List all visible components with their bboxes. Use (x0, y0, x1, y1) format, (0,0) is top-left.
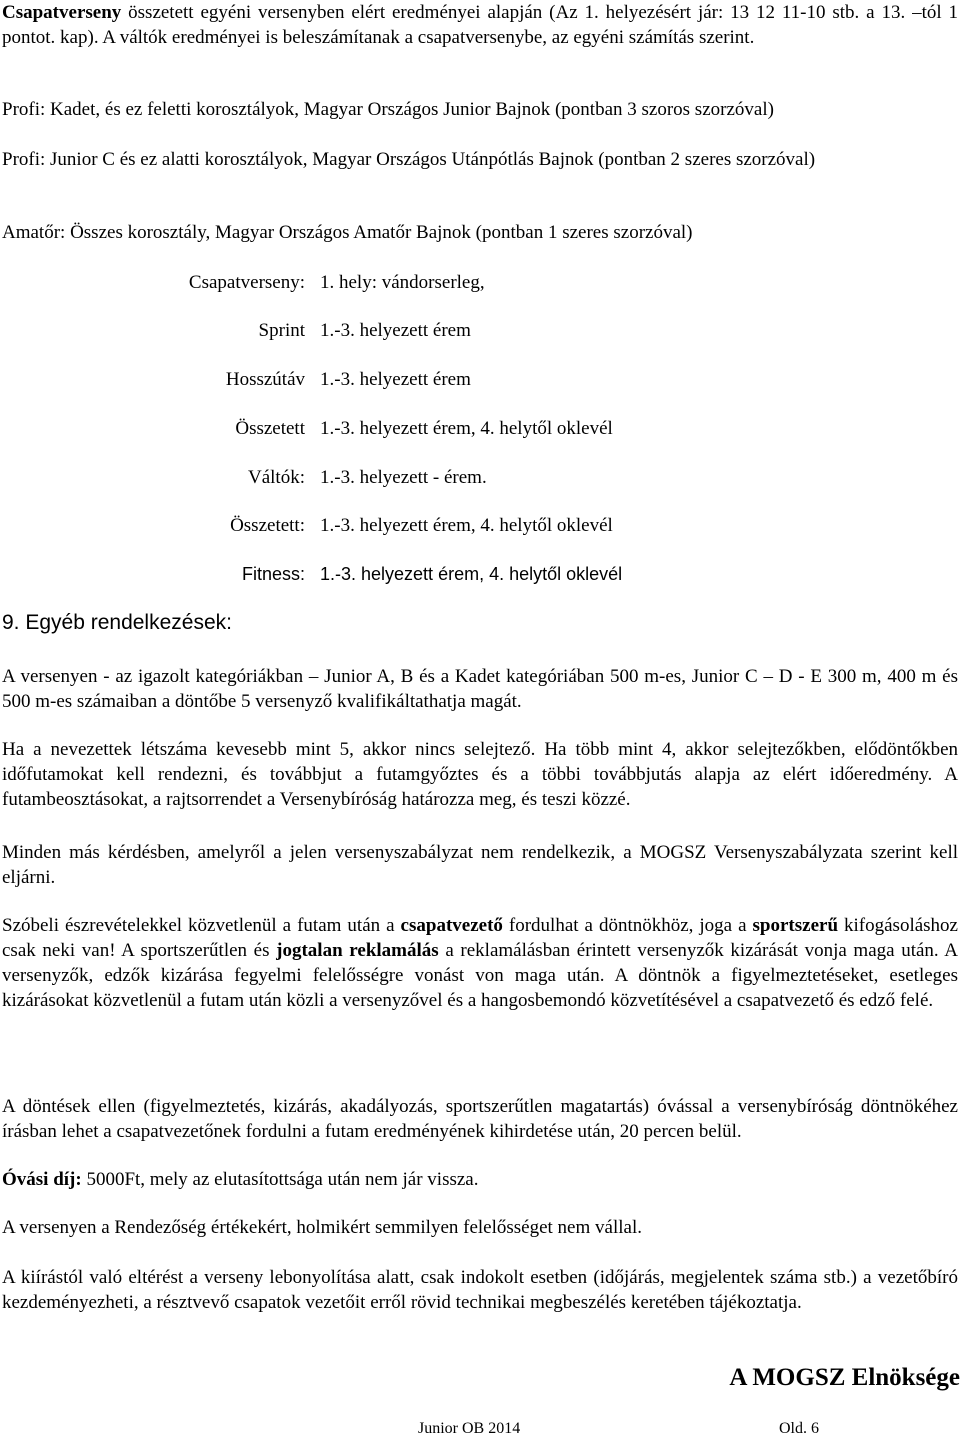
paragraph-amator: Amatőr: Összes korosztály, Magyar Országos Amatőr Bajnok (pontban 1 szeres szorzóval) (2, 222, 693, 243)
award-value: 1.-3. helyezett érem, 4. helytől oklevél (320, 418, 613, 439)
bold-term: Csapatverseny (2, 2, 122, 23)
award-label: Hosszútáv (225, 369, 305, 390)
award-label: Összetett (235, 418, 305, 439)
paragraph-deviation: A kiírástól való eltérést a verseny lebonyolítása alatt, csak indokolt esetben (időjárás, megjelentek száma stb.) a vezetőbíró kezdeményezheti, a résztvevő csapatok vezetőit erről rövid technikai megbeszélés keretében tájékoztatja. (2, 1267, 958, 1313)
award-label: Összetett: (230, 515, 305, 536)
footer-page: Old. 6 (779, 1420, 819, 1437)
award-value: 1.-3. helyezett érem (320, 320, 471, 341)
award-value: 1.-3. helyezett érem, 4. helytől oklevél (320, 515, 613, 536)
award-label: Fitness: (241, 564, 305, 584)
paragraph-other-questions: Minden más kérdésben, amelyről a jelen versenyszabályzat nem rendelkezik, a MOGSZ Versenyszabályzata szerint kell eljárni. (2, 842, 958, 888)
paragraph-complaints: Szóbeli észrevételekkel közvetlenül a futam után a csapatvezető fordulhat a döntnökhöz, joga a sportszerű kifogásoláshoz csak neki van! A sportszerűtlen és jogtalan reklamálás a reklamálásban érintett versenyzők kizárását vonja maga után. A versenyzők, edzők kizárása fegyelmi felelősségre vonást von maga után. A döntnök a figyelmeztetéseket, esetleges kizárásokat közvetlenül a futam után közli a versenyzővel és a hangosbemondó közvetítésével a csapatvezető és edző felé. (2, 915, 959, 1011)
paragraph-decisions: A döntések ellen (figyelmeztetés, kizárás, akadályozás, sportszerűtlen magatartás) óvással a versenybíróság döntnökéhez írásban lehet a csapatvezetőnek fordulni a futam eredményének kihirdetése után, 20 percen belül. (2, 1096, 958, 1142)
paragraph-fee: Óvási díj: 5000Ft, mely az elutasítottsága után nem jár vissza. (2, 1169, 479, 1190)
signature-title: A MOGSZ Elnöksége (729, 1364, 960, 1391)
paragraph-profi-junior-c: Profi: Junior C és ez alatti korosztályok, Magyar Országos Utánpótlás Bajnok (pontban 2 szeres szorzóval) (2, 149, 816, 170)
paragraph-final: A versenyen - az igazolt kategóriákban – Junior A, B és a Kadet kategóriában 500 m-es, Junior C – D - E 300 m, 400 m és 500 m-es számaiban a döntőbe 5 versenyző kvalifikáltathatja magát. (2, 666, 958, 712)
award-label: Csapatverseny: (188, 272, 305, 293)
award-value: 1. hely: vándorserleg, (320, 272, 485, 293)
footer-title: Junior OB 2014 (418, 1420, 521, 1437)
award-value: 1.-3. helyezett érem (320, 369, 471, 390)
section-heading: 9. Egyéb rendelkezések: (2, 611, 232, 634)
paragraph-liability: A versenyen a Rendezőség értékekért, holmikért semmilyen felelősséget nem vállal. (2, 1217, 642, 1238)
paragraph-team-competition: Csapatverseny összetett egyéni versenyben elért eredményei alapján (Az 1. helyezésért jár: 13 12 11-10 stb. a 13. –tól 1 pontot. kap). A váltók eredményei is beleszámítanak a csapatversenybe, az egyéni számítás szerint. (2, 2, 959, 48)
award-value: 1.-3. helyezett - érem. (320, 467, 487, 488)
paragraph-heats: Ha a nevezettek létszáma kevesebb mint 5, akkor nincs selejtező. Ha több mint 4, akkor selejtezőkben, elődöntőkben időfutamokat kell rendezni, és továbbjut a futamgyőztes és a többi továbbjutás alapja az elért időeredmény. A futambeosztásokat, a rajtsorrendet a Versenybíróság határozza meg, és teszi közzé. (2, 739, 958, 810)
award-label: Sprint (258, 320, 305, 341)
paragraph-profi-kadet: Profi: Kadet, és ez feletti korosztályok, Magyar Országos Junior Bajnok (pontban 3 szoros szorzóval) (2, 99, 774, 120)
award-label: Váltók: (248, 467, 305, 488)
award-value: 1.-3. helyezett érem, 4. helytől oklevél (320, 564, 623, 584)
